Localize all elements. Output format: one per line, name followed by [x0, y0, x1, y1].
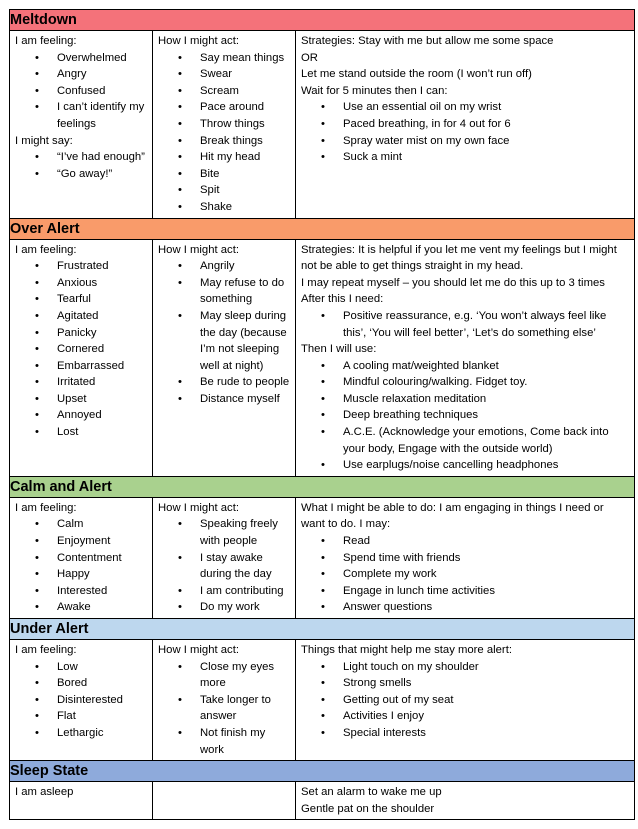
- action-list: [158, 516, 290, 616]
- feeling-item: • Lost: [57, 424, 147, 441]
- feeling-cell: [10, 31, 153, 219]
- action-item: • I stay awake during the day: [200, 550, 290, 583]
- feeling-cell: [10, 239, 153, 476]
- feeling-item: • Angry: [57, 66, 147, 83]
- feeling-item: • Lethargic: [57, 725, 147, 742]
- action-item: • Not finish my work: [200, 725, 290, 758]
- strategy-item: • Special interests: [343, 725, 629, 742]
- strategy-text: What I might be able to do: I am engaging in things I need or want to do. I may:: [301, 501, 604, 531]
- feeling-list: [15, 50, 147, 133]
- strategy-cell: [296, 497, 635, 618]
- feeling-cell: [10, 640, 153, 761]
- feeling-item: • Irritated: [57, 374, 147, 391]
- strategy-item: • Positive reassurance, e.g. ‘You won’t always feel like this’, ‘You will feel better’, ‘Let’s do something else’: [343, 308, 629, 341]
- strategy-item: • Use an essential oil on my wrist: [343, 99, 629, 116]
- strategy-item: • Paced breathing, in for 4 out for 6: [343, 116, 629, 133]
- strategy-text: Gentle pat on the shoulder: [301, 802, 435, 815]
- strategy-cell: [296, 239, 635, 476]
- strategy-text: Then I will use:: [301, 343, 377, 356]
- action-item: • Spit: [200, 182, 290, 199]
- section-header: [10, 10, 635, 31]
- feeling-heading: I am feeling:: [15, 35, 77, 47]
- section-content-row: [10, 497, 635, 618]
- feeling-list: [15, 258, 147, 441]
- action-item: • Swear: [200, 66, 290, 83]
- action-heading: How I might act:: [158, 501, 239, 514]
- feeling-item: • I can’t identify my feelings: [57, 99, 147, 132]
- action-item: • Bite: [200, 166, 290, 183]
- feeling-item: • Anxious: [57, 275, 147, 292]
- section-header-row: [10, 10, 635, 31]
- strategy-item: • Answer questions: [343, 599, 629, 616]
- feeling-item: • Annoyed: [57, 407, 147, 424]
- feeling-cell: [10, 782, 153, 820]
- strategy-text: Strategies: It is helpful if you let me vent my feelings but I might not be able to get things straight in my head.: [301, 243, 617, 273]
- action-item: • Be rude to people: [200, 374, 290, 391]
- section-header: [10, 619, 635, 640]
- strategy-item: • A cooling mat/weighted blanket: [343, 358, 629, 375]
- section-content-row: [10, 640, 635, 761]
- feeling-item: • Bored: [57, 675, 147, 692]
- strategy-text: OR: [301, 51, 318, 64]
- feeling-item: • “I’ve had enough”: [57, 149, 147, 166]
- strategy-cell: [296, 782, 635, 820]
- action-item: • Hit my head: [200, 149, 290, 166]
- strategy-item: • Use earplugs/noise cancelling headphones: [343, 457, 629, 474]
- action-item: • I am contributing: [200, 583, 290, 600]
- action-item: • Take longer to answer: [200, 692, 290, 725]
- action-item: • Scream: [200, 83, 290, 100]
- feeling-item: • Enjoyment: [57, 533, 147, 550]
- strategy-list: [301, 358, 629, 474]
- section-title: Meltdown: [10, 12, 77, 28]
- feeling-cell: [10, 497, 153, 618]
- strategy-item: • Spend time with friends: [343, 550, 629, 567]
- action-list: [158, 258, 290, 407]
- feeling-item: • Embarrassed: [57, 358, 147, 375]
- strategy-item: • Deep breathing techniques: [343, 407, 629, 424]
- action-item: • Pace around: [200, 99, 290, 116]
- action-cell: [153, 31, 296, 219]
- section-header: [10, 476, 635, 497]
- strategy-item: • Light touch on my shoulder: [343, 659, 629, 676]
- feeling-heading: I am feeling:: [15, 501, 77, 514]
- action-heading: How I might act:: [158, 243, 239, 256]
- action-cell: [153, 640, 296, 761]
- section-content-row: [10, 31, 635, 219]
- action-list: [158, 659, 290, 759]
- strategy-item: • Spray water mist on my own face: [343, 133, 629, 150]
- strategy-cell: [296, 640, 635, 761]
- action-item: • Shake: [200, 199, 290, 216]
- feeling-item: • Happy: [57, 566, 147, 583]
- feeling-heading: I am feeling:: [15, 644, 77, 656]
- feeling-list: [15, 659, 147, 742]
- action-item: • Angrily: [200, 258, 290, 275]
- feeling-heading: I am asleep: [15, 786, 74, 799]
- table-body: [10, 10, 635, 820]
- feeling-item: • Overwhelmed: [57, 50, 147, 67]
- feeling-item: • Interested: [57, 583, 147, 600]
- action-cell: [153, 239, 296, 476]
- strategy-item: • Activities I enjoy: [343, 708, 629, 725]
- feeling-item: • Calm: [57, 516, 147, 533]
- strategy-item: • Engage in lunch time activities: [343, 583, 629, 600]
- action-item: • May sleep during the day (because I’m not sleeping well at night): [200, 308, 290, 374]
- action-item: • May refuse to do something: [200, 275, 290, 308]
- action-list: [158, 50, 290, 216]
- strategy-item: • Suck a mint: [343, 149, 629, 166]
- section-header-row: [10, 619, 635, 640]
- strategy-text: Things that might help me stay more alert:: [301, 644, 512, 656]
- strategy-item: • Strong smells: [343, 675, 629, 692]
- strategy-cell: [296, 31, 635, 219]
- section-title: Over Alert: [10, 220, 80, 237]
- feeling-item: • Low: [57, 659, 147, 676]
- section-header-row: [10, 218, 635, 239]
- action-item: • Speaking freely with people: [200, 516, 290, 549]
- feeling-item: • Panicky: [57, 325, 147, 342]
- feeling-item: • Cornered: [57, 341, 147, 358]
- strategy-text: Strategies: Stay with me but allow me some space: [301, 35, 554, 47]
- strategy-list: [301, 308, 629, 341]
- strategy-item: • Read: [343, 533, 629, 550]
- section-title: Calm and Alert: [10, 478, 112, 495]
- feeling-item: • Disinterested: [57, 692, 147, 709]
- strategy-item: • Complete my work: [343, 566, 629, 583]
- strategy-text: Set an alarm to wake me up: [301, 786, 442, 799]
- strategy-text: After this I need:: [301, 293, 384, 306]
- action-heading: How I might act:: [158, 35, 239, 47]
- strategy-item: • Mindful colouring/walking. Fidget toy.: [343, 374, 629, 391]
- strategy-list: [301, 533, 629, 616]
- strategy-text: I may repeat myself – you should let me do this up to 3 times: [301, 276, 605, 289]
- feeling-item: • Contentment: [57, 550, 147, 567]
- feeling-heading: I am feeling:: [15, 243, 77, 256]
- strategy-list: [301, 99, 629, 165]
- strategy-list: [301, 659, 629, 742]
- section-header-row: [10, 476, 635, 497]
- section-header: [10, 218, 635, 239]
- feeling-item: • Tearful: [57, 291, 147, 308]
- section-header: [10, 761, 635, 782]
- feeling-list: [15, 149, 147, 182]
- section-title: Sleep State: [10, 763, 89, 780]
- action-item: • Throw things: [200, 116, 290, 133]
- feeling-item: • Awake: [57, 599, 147, 616]
- feeling-item: • “Go away!”: [57, 166, 147, 183]
- action-cell: [153, 497, 296, 618]
- feeling-item: • Upset: [57, 391, 147, 408]
- feeling-item: • Flat: [57, 708, 147, 725]
- action-heading: How I might act:: [158, 644, 239, 656]
- section-title: Under Alert: [10, 621, 89, 637]
- strategy-text: Wait for 5 minutes then I can:: [301, 84, 448, 97]
- section-content-row: [10, 239, 635, 476]
- action-item: • Say mean things: [200, 50, 290, 67]
- section-header-row: [10, 761, 635, 782]
- action-item: • Close my eyes more: [200, 659, 290, 692]
- feeling-item: • Confused: [57, 83, 147, 100]
- strategy-item: • Getting out of my seat: [343, 692, 629, 709]
- feeling-item: • Agitated: [57, 308, 147, 325]
- action-item: • Do my work: [200, 599, 290, 616]
- feeling-item: • Frustrated: [57, 258, 147, 275]
- strategy-text: Let me stand outside the room (I won’t run off): [301, 68, 532, 81]
- zones-of-regulation-table: [9, 9, 635, 820]
- action-cell: [153, 782, 296, 820]
- action-item: • Distance myself: [200, 391, 290, 408]
- strategy-item: • Muscle relaxation meditation: [343, 391, 629, 408]
- feeling-list: [15, 516, 147, 616]
- action-item: • Break things: [200, 133, 290, 150]
- strategy-item: • A.C.E. (Acknowledge your emotions, Come back into your body, Engage with the outside world): [343, 424, 629, 457]
- section-content-row: [10, 782, 635, 820]
- feeling-heading: I might say:: [15, 134, 73, 147]
